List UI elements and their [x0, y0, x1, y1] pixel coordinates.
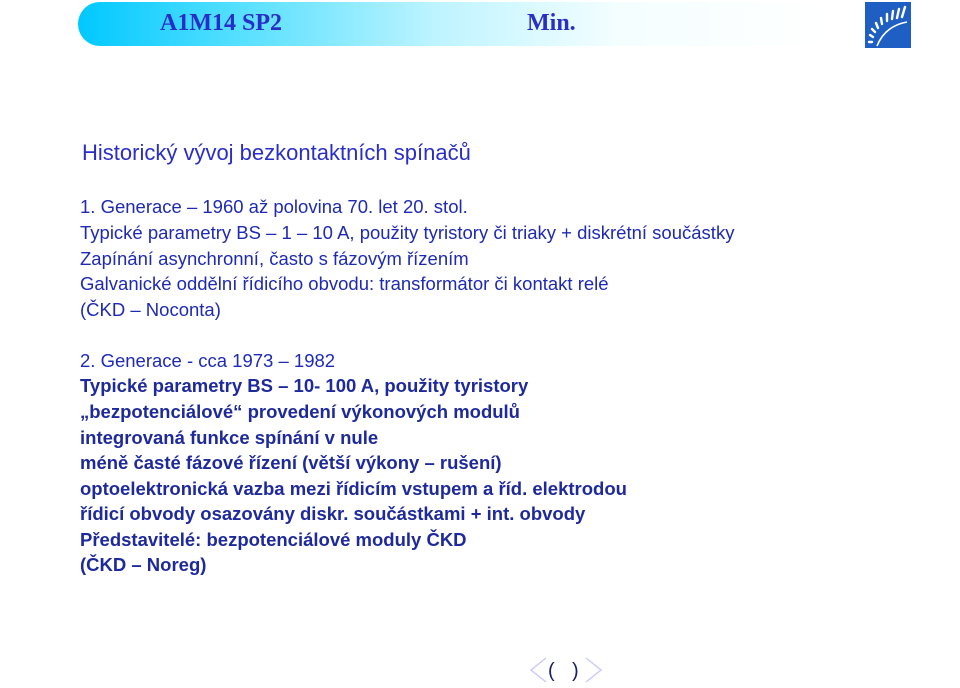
text-line-modules: „bezpotenciálové“ provedení výkonových modulů [80, 401, 520, 422]
text-line-parameters-2: Typické parametry BS – 10- 100 A, použity tyristory [80, 375, 529, 396]
course-code: A1M14 SP2 [160, 10, 282, 36]
text-line-optocoupling: optoelektronická vazba mezi řídicím vstupem a říd. elektrodou [80, 478, 627, 499]
nav-open-paren[interactable]: ( [548, 660, 555, 682]
prev-arrow-icon[interactable] [528, 655, 550, 685]
next-arrow-icon[interactable] [582, 655, 604, 685]
university-logo-icon [865, 2, 911, 48]
slide-navigation [528, 655, 604, 685]
text-line-isolation: Galvanické oddělní řídicího obvodu: transformátor či kontakt relé [80, 273, 609, 294]
slide-title: Historický vývoj bezkontaktních spínačů [82, 140, 471, 165]
text-line-parameters-1: Typické parametry BS – 1 – 10 A, použity tyristory či triaky + diskrétní součástky [80, 222, 735, 243]
text-line-control-circuits: řídicí obvody osazovány diskr. součástkami + int. obvody [80, 503, 586, 524]
nav-close-paren[interactable]: ) [572, 660, 579, 682]
text-line-zero-switching: integrovaná funkce spínání v nule [80, 427, 379, 448]
text-line-representatives: Představitelé: bezpotenciálové moduly ČKD [80, 529, 467, 550]
header-min-label: Min. [527, 10, 576, 36]
text-line-generation-1: 1. Generace – 1960 až polovina 70. let 20. stol. [80, 196, 468, 217]
text-line-phase-control: méně časté fázové řízení (větší výkony – rušení) [80, 452, 502, 473]
text-line-generation-2: 2. Generace - cca 1973 – 1982 [80, 350, 336, 371]
text-line-switching: Zapínání asynchronní, často s fázovým řízením [80, 248, 469, 269]
text-line-ckd-noconta: (ČKD – Noconta) [80, 299, 221, 320]
text-line-ckd-noreg: (ČKD – Noreg) [80, 554, 207, 575]
